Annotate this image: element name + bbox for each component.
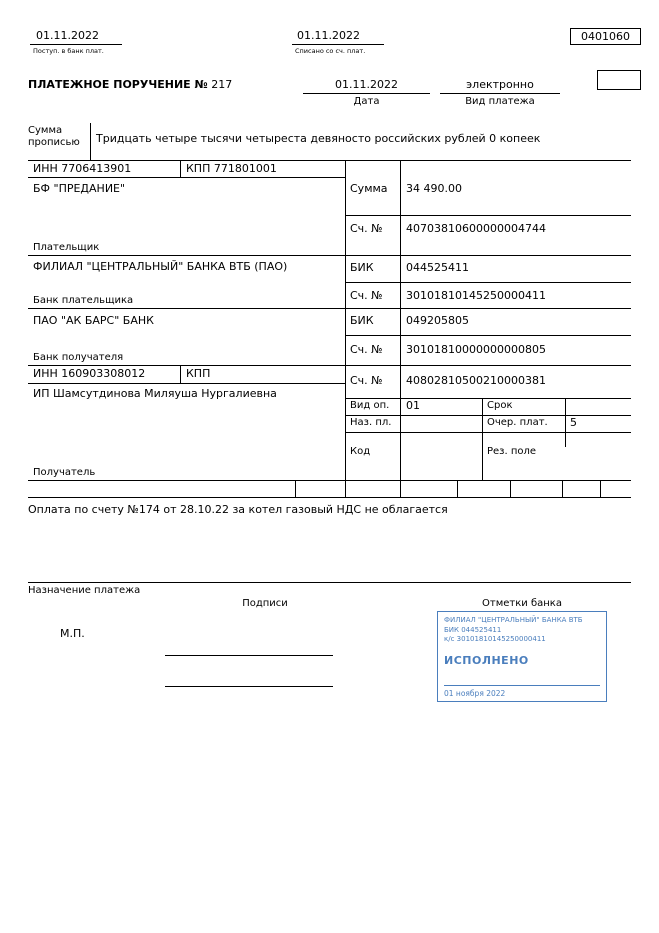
stamp-corr-account: к/с 30101810145250000411 <box>444 635 546 643</box>
grid-line <box>28 177 346 178</box>
stamp-bik: БИК 044525411 <box>444 625 502 634</box>
payer-account: 40703810600000004744 <box>406 222 546 235</box>
payee-inn: ИНН 160903308012 <box>33 367 146 380</box>
priority-label: Очер. плат. <box>487 417 548 428</box>
stamp-status: ИСПОЛНЕНО <box>444 653 529 667</box>
payee-label: Получатель <box>33 467 96 478</box>
document-number: 217 <box>211 78 233 91</box>
sum-label: Сумма <box>350 182 388 195</box>
payee-bank-label: Банк получателя <box>33 352 124 363</box>
signature-line <box>165 686 333 687</box>
grid-line <box>565 398 566 447</box>
form-code: 0401060 <box>581 30 630 43</box>
grid-line <box>345 398 631 399</box>
payee-name: ИП Шамсутдинова Миляуша Нургалиевна <box>33 387 277 400</box>
rule <box>292 44 384 45</box>
grid-line <box>600 480 601 497</box>
received-date: 01.11.2022 <box>36 29 99 42</box>
document-title-label: ПЛАТЕЖНОЕ ПОРУЧЕНИЕ № <box>28 78 208 91</box>
payer-kpp: КПП 771801001 <box>186 162 277 175</box>
grid-line <box>510 480 511 497</box>
payment-purpose-label: Назначение платежа <box>28 585 141 596</box>
grid-line <box>90 123 91 160</box>
grid-line <box>345 282 631 283</box>
grid-line <box>562 480 563 497</box>
grid-line <box>28 480 631 481</box>
rule <box>28 582 631 583</box>
payer-bank-account-label: Сч. № <box>350 289 383 302</box>
stamp-date: 01 ноября 2022 <box>444 685 600 698</box>
grid-line <box>345 432 631 433</box>
stamp-place-label: М.П. <box>60 627 85 640</box>
status-code-box <box>597 70 641 90</box>
payer-bank-name: ФИЛИАЛ "ЦЕНТРАЛЬНЫЙ" БАНКА ВТБ (ПАО) <box>33 260 288 273</box>
priority-value: 5 <box>570 416 577 429</box>
form-code-box <box>570 28 641 45</box>
grid-line <box>345 215 631 216</box>
rule <box>30 44 122 45</box>
grid-line <box>345 415 631 416</box>
debited-date-label: Списано со сч. плат. <box>295 47 366 55</box>
signature-line <box>165 655 333 656</box>
payment-purpose-text: Оплата по счету №174 от 28.10.22 за котел газовый НДС не облагается <box>28 503 448 516</box>
payee-bank-bik: 049205805 <box>406 314 469 327</box>
payee-kpp: КПП <box>186 367 211 380</box>
amount-words-label-2: прописью <box>28 137 80 148</box>
grid-line <box>482 398 483 480</box>
op-type-value: 01 <box>406 399 420 412</box>
term-label: Срок <box>487 400 513 411</box>
document-date: 01.11.2022 <box>335 78 398 91</box>
payer-bank-bik: 044525411 <box>406 261 469 274</box>
grid-line <box>180 160 181 177</box>
bank-stamp <box>437 611 607 702</box>
payee-account-label: Сч. № <box>350 374 383 387</box>
grid-line <box>180 365 181 383</box>
grid-line <box>28 160 631 161</box>
amount-words-label-1: Сумма <box>28 125 63 136</box>
payee-bank-account-label: Сч. № <box>350 343 383 356</box>
amount-in-words: Тридцать четыре тысячи четыреста девяносто российских рублей 0 копеек <box>96 132 541 145</box>
payer-label: Плательщик <box>33 242 100 253</box>
bank-marks-label: Отметки банка <box>482 598 562 609</box>
grid-line <box>28 497 631 498</box>
grid-line <box>28 255 631 256</box>
document-title <box>28 78 232 91</box>
grid-line <box>345 160 346 497</box>
grid-line <box>457 480 458 497</box>
grid-line <box>28 383 346 384</box>
grid-line <box>28 308 631 309</box>
grid-line <box>28 365 631 366</box>
payer-bank-bik-label: БИК <box>350 261 374 274</box>
purpose-code-label: Наз. пл. <box>350 417 392 428</box>
payer-account-label: Сч. № <box>350 222 383 235</box>
stamp-bank-name: ФИЛИАЛ "ЦЕНТРАЛЬНЫЙ" БАНКА ВТБ <box>444 616 583 624</box>
payee-bank-bik-label: БИК <box>350 314 374 327</box>
payer-inn: ИНН 7706413901 <box>33 162 132 175</box>
payee-bank-name: ПАО "АК БАРС" БАНК <box>33 314 154 327</box>
grid-line <box>400 160 401 497</box>
signatures-label: Подписи <box>242 598 288 609</box>
payer-name: БФ "ПРЕДАНИЕ" <box>33 182 126 195</box>
payer-bank-account: 30101810145250000411 <box>406 289 546 302</box>
code-label: Код <box>350 446 371 457</box>
sum-value: 34 490.00 <box>406 182 462 195</box>
received-date-label: Поступ. в банк плат. <box>33 47 104 55</box>
payment-kind: электронно <box>466 78 534 91</box>
payment-kind-label: Вид платежа <box>465 96 535 107</box>
grid-line <box>345 335 631 336</box>
grid-line <box>295 480 296 497</box>
op-type-label: Вид оп. <box>350 400 390 411</box>
debited-date: 01.11.2022 <box>297 29 360 42</box>
payee-bank-account: 30101810000000000805 <box>406 343 546 356</box>
reserve-label: Рез. поле <box>487 446 537 457</box>
payer-bank-label: Банк плательщика <box>33 295 134 306</box>
payee-account: 40802810500210000381 <box>406 374 546 387</box>
rule <box>440 93 560 94</box>
document-date-label: Дата <box>353 96 380 107</box>
rule <box>303 93 430 94</box>
